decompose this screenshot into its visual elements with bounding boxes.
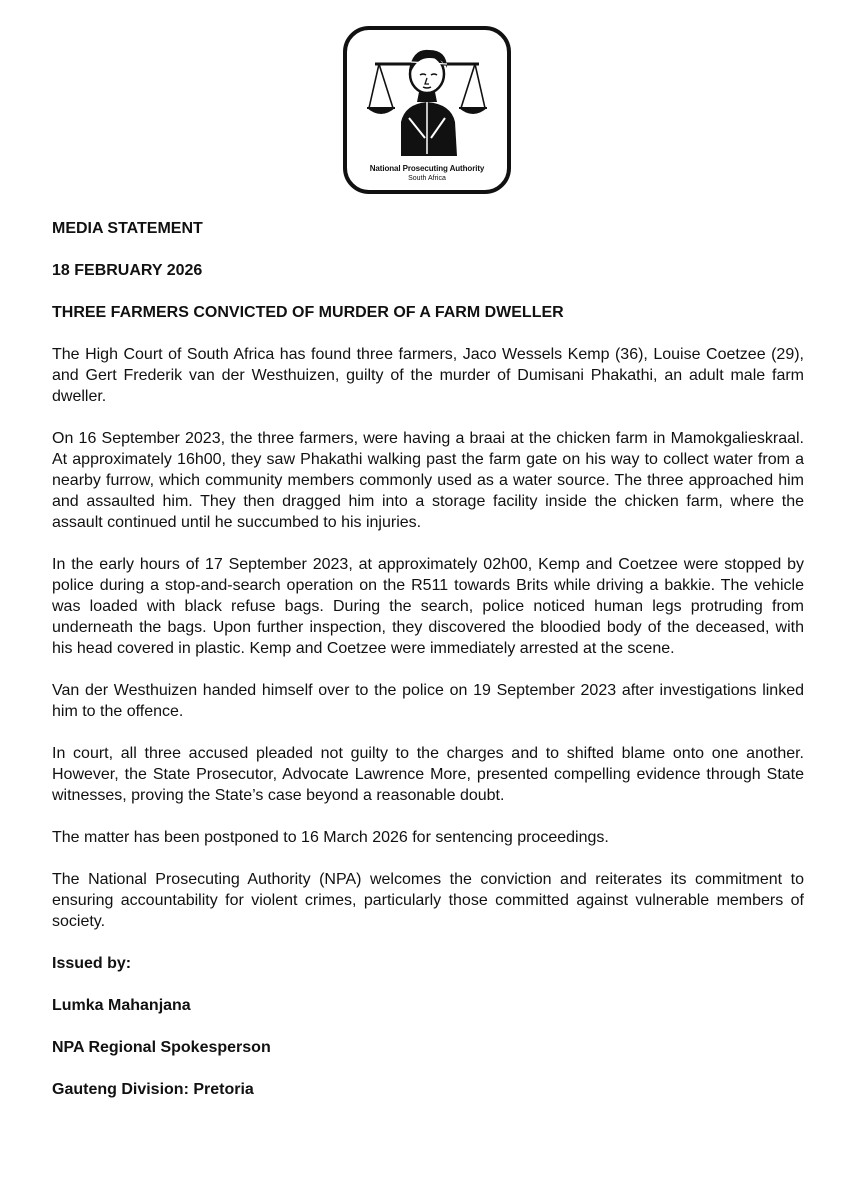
statement-date: 18 FEBRUARY 2026 [52,262,203,279]
statement-type: MEDIA STATEMENT [52,220,203,237]
spokesperson-division: Gauteng Division: Pretoria [52,1081,254,1098]
paragraph-court: In court, all three accused pleaded not guilty to the charges and to shifted blame onto one another. However, the State Prosecutor, Advocate Lawrence More, presented compelling evidence through State witnesses, proving the State’s case beyond a reasonable doubt. [52,745,804,804]
issued-by-label: Issued by: [52,955,132,972]
spokesperson-role: NPA Regional Spokesperson [52,1039,271,1056]
paragraph-postponement: The matter has been postponed to 16 March 2026 for sentencing proceedings. [52,829,609,846]
spokesperson-name: Lumka Mahanjana [52,997,191,1014]
statement-title: THREE FARMERS CONVICTED OF MURDER OF A FARM DWELLER [52,304,564,321]
paragraph-npa-statement: The National Prosecuting Authority (NPA) welcomes the conviction and reiterates its commitment to ensuring accountability for violent crimes, particularly those committed against vulnerable members of society. [52,871,804,930]
paragraph-conviction: The High Court of South Africa has found three farmers, Jaco Wessels Kemp (36), Louise Coetzee (29), and Gert Frederik van der Westhuizen, guilty of the murder of Dumisani Phakathi, an adult male farm dweller. [52,346,804,405]
logo-country: South Africa [408,175,446,182]
scales-of-justice-icon [365,42,489,156]
npa-logo [343,26,511,194]
paragraph-incident: On 16 September 2023, the three farmers, were having a braai at the chicken farm in Mamokgalieskraal. At approximately 16h00, they saw Phakathi walking past the farm gate on his way to collect water from a nearby furrow, which community members commonly used as a water source. The three approached him and assaulted him. They then dragged him into a storage facility inside the chicken farm, where the assault continued until he succumbed to his injuries. [52,430,804,531]
logo-organization-name: National Prosecuting Authority [369,164,485,173]
paragraph-surrender: Van der Westhuizen handed himself over to the police on 19 September 2023 after investigations linked him to the offence. [52,682,804,720]
media-statement-document [52,218,804,1121]
paragraph-arrest: In the early hours of 17 September 2023, at approximately 02h00, Kemp and Coetzee were stopped by police during a stop-and-search operation on the R511 towards Brits while driving a bakkie. The vehicle was loaded with black refuse bags. During the search, police noticed human legs protruding from underneath the bags. Upon further inspection, they discovered the bloodied body of the deceased, with his head covered in plastic. Kemp and Coetzee were immediately arrested at the scene. [52,556,804,657]
